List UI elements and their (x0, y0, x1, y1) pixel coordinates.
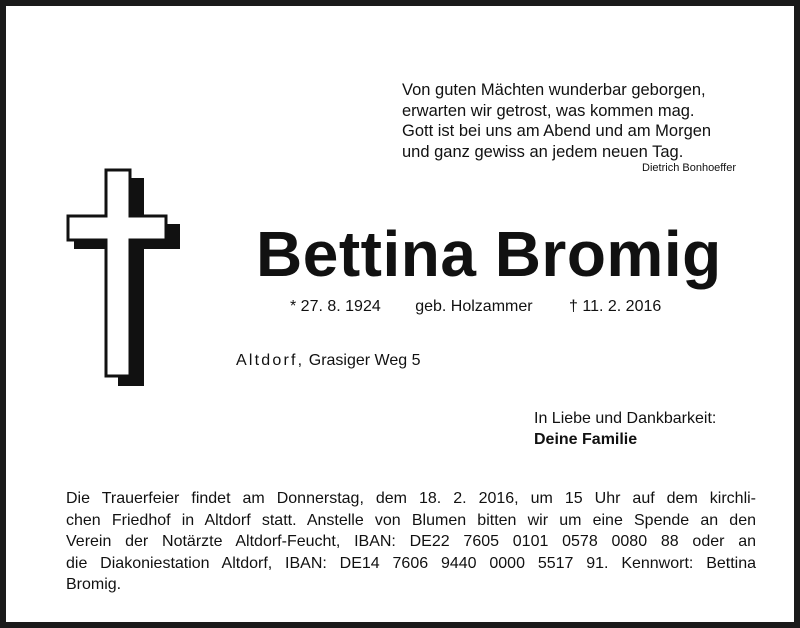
family-signature: Deine Familie (534, 431, 638, 448)
notice-line-2: chen Friedhof in Altdorf statt. Anstelle von Blumen bitten wir um eine Spende an den (66, 511, 756, 529)
notice-line-5: Bromig. (66, 576, 122, 593)
deceased-name: Bettina Bromig (256, 218, 722, 290)
poem-line-2: erwarten wir getrost, was kommen mag. (402, 101, 695, 120)
address (236, 352, 421, 370)
thanks-block (534, 408, 716, 450)
poem-line-4: und ganz gewiss an jedem neuen Tag. (402, 142, 684, 161)
notice-line-3: Verein der Notärzte Altdorf-Feucht, IBAN: DE22 7605 0101 0578 0080 88 oder an (66, 533, 756, 550)
poem-quote (402, 80, 762, 162)
christian-cross-icon (64, 168, 186, 390)
poem-line-1: Von guten Mächten wunderbar geborgen, (402, 81, 706, 99)
maiden-name: geb. Holzammer (415, 298, 533, 315)
thanks-line: In Liebe und Dankbarkeit: (534, 410, 717, 427)
address-street: Grasiger Weg 5 (308, 352, 421, 369)
birth-date: * 27. 8. 1924 (290, 298, 381, 315)
poem-line-3: Gott ist bei uns am Abend und am Morgen (402, 122, 712, 140)
funeral-notice (66, 488, 756, 596)
death-date: † 11. 2. 2016 (569, 298, 662, 315)
cross-front (68, 170, 166, 376)
notice-line-4: die Diakoniestation Altdorf, IBAN: DE14 7606 9440 0000 5517 91. Kennwort: Bettina (66, 554, 756, 572)
address-town: Altdorf, (236, 352, 305, 369)
life-dates (290, 298, 661, 316)
poem-author: Dietrich Bonhoeffer (642, 162, 736, 174)
notice-line-1: Die Trauerfeier findet am Donnerstag, dem 18. 2. 2016, um 15 Uhr auf dem kirchli- (66, 490, 756, 507)
